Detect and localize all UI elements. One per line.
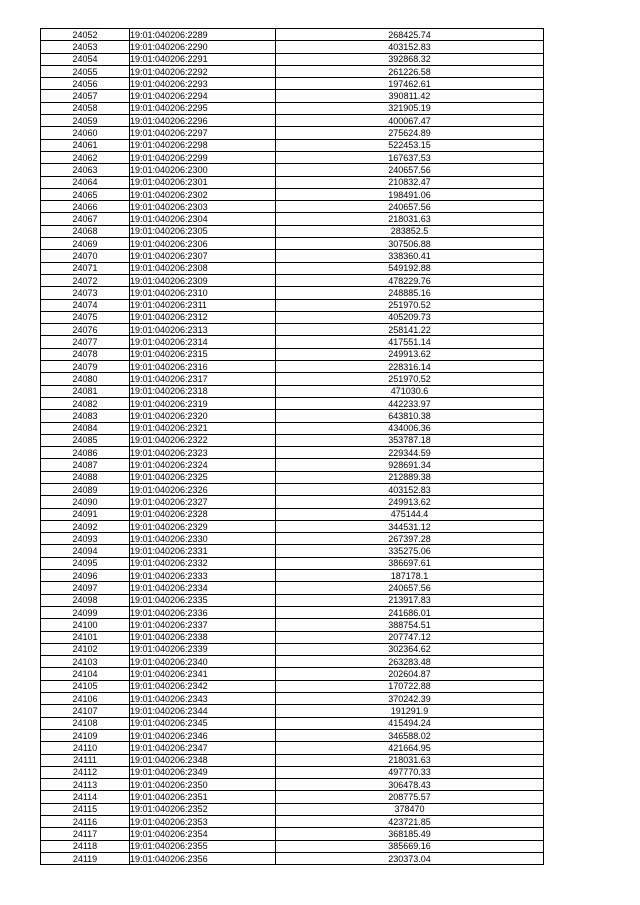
value-cell: 229344.59 [276,447,544,459]
table-row [41,164,544,176]
cadastral-number-cell: 19:01:040206:2312 [130,311,276,323]
value-cell: 405209.73 [276,311,544,323]
cadastral-number-cell: 19:01:040206:2306 [130,238,276,250]
row-number-cell: 24111 [41,754,130,766]
cadastral-number-cell: 19:01:040206:2313 [130,324,276,336]
cadastral-number-cell: 19:01:040206:2290 [130,41,276,53]
value-cell: 251970.52 [276,373,544,385]
value-cell: 522453.15 [276,139,544,151]
value-cell: 167637.53 [276,151,544,163]
row-number-cell: 24118 [41,840,130,852]
value-cell: 400067.47 [276,115,544,127]
table-row [41,53,544,65]
value-cell: 403152.83 [276,41,544,53]
cadastral-number-cell: 19:01:040206:2296 [130,115,276,127]
value-cell: 434006.36 [276,422,544,434]
row-number-cell: 24066 [41,201,130,213]
value-cell: 421664.95 [276,742,544,754]
cadastral-number-cell: 19:01:040206:2327 [130,496,276,508]
row-number-cell: 24112 [41,766,130,778]
value-cell: 208775.57 [276,791,544,803]
table-row [41,668,544,680]
table-row [41,422,544,434]
cadastral-number-cell: 19:01:040206:2326 [130,483,276,495]
cadastral-number-cell: 19:01:040206:2325 [130,471,276,483]
table-row [41,250,544,262]
row-number-cell: 24061 [41,139,130,151]
row-number-cell: 24094 [41,545,130,557]
value-cell: 928691.34 [276,459,544,471]
value-cell: 370242.39 [276,693,544,705]
cadastral-number-cell: 19:01:040206:2303 [130,201,276,213]
cadastral-number-cell: 19:01:040206:2330 [130,533,276,545]
value-cell: 386697.61 [276,557,544,569]
cadastral-number-cell: 19:01:040206:2334 [130,582,276,594]
value-cell: 218031.63 [276,754,544,766]
row-number-cell: 24087 [41,459,130,471]
table-row [41,619,544,631]
table-row [41,90,544,102]
table-row [41,483,544,495]
cadastral-number-cell: 19:01:040206:2321 [130,422,276,434]
value-cell: 423721.85 [276,816,544,828]
row-number-cell: 24114 [41,791,130,803]
row-number-cell: 24064 [41,176,130,188]
cadastral-number-cell: 19:01:040206:2293 [130,78,276,90]
value-cell: 415494.24 [276,717,544,729]
value-cell: 338360.41 [276,250,544,262]
value-cell: 353787.18 [276,434,544,446]
table-row [41,816,544,828]
cadastral-number-cell: 19:01:040206:2349 [130,766,276,778]
row-number-cell: 24103 [41,656,130,668]
table-row [41,262,544,274]
row-number-cell: 24052 [41,29,130,41]
row-number-cell: 24082 [41,397,130,409]
table-row [41,176,544,188]
cadastral-number-cell: 19:01:040206:2333 [130,570,276,582]
row-number-cell: 24060 [41,127,130,139]
table-row [41,791,544,803]
table-row [41,693,544,705]
row-number-cell: 24107 [41,705,130,717]
table-row [41,754,544,766]
value-cell: 497770.33 [276,766,544,778]
row-number-cell: 24054 [41,53,130,65]
row-number-cell: 24057 [41,90,130,102]
value-cell: 378470 [276,803,544,815]
cadastral-number-cell: 19:01:040206:2322 [130,434,276,446]
value-cell: 306478.43 [276,779,544,791]
cadastral-value-table [40,28,544,865]
table-row [41,410,544,422]
row-number-cell: 24108 [41,717,130,729]
table-row [41,65,544,77]
row-number-cell: 24080 [41,373,130,385]
value-cell: 187178.1 [276,570,544,582]
table-row [41,729,544,741]
row-number-cell: 24095 [41,557,130,569]
row-number-cell: 24093 [41,533,130,545]
value-cell: 240657.56 [276,164,544,176]
row-number-cell: 24104 [41,668,130,680]
table-row [41,385,544,397]
value-cell: 197462.61 [276,78,544,90]
cadastral-number-cell: 19:01:040206:2338 [130,631,276,643]
row-number-cell: 24116 [41,816,130,828]
cadastral-number-cell: 19:01:040206:2355 [130,840,276,852]
table-row [41,459,544,471]
table-row [41,102,544,114]
value-cell: 248885.16 [276,287,544,299]
cadastral-number-cell: 19:01:040206:2354 [130,828,276,840]
table-row [41,434,544,446]
row-number-cell: 24083 [41,410,130,422]
row-number-cell: 24072 [41,274,130,286]
row-number-cell: 24071 [41,262,130,274]
cadastral-number-cell: 19:01:040206:2356 [130,852,276,864]
row-number-cell: 24086 [41,447,130,459]
table-row [41,705,544,717]
table-row [41,139,544,151]
value-cell: 213917.83 [276,594,544,606]
row-number-cell: 24099 [41,606,130,618]
value-cell: 202604.87 [276,668,544,680]
table-row [41,545,544,557]
table-row [41,656,544,668]
table-row [41,840,544,852]
row-number-cell: 24117 [41,828,130,840]
table-row [41,631,544,643]
table-row [41,447,544,459]
value-cell: 191291.9 [276,705,544,717]
cadastral-number-cell: 19:01:040206:2345 [130,717,276,729]
value-cell: 388754.51 [276,619,544,631]
cadastral-number-cell: 19:01:040206:2317 [130,373,276,385]
cadastral-number-cell: 19:01:040206:2319 [130,397,276,409]
row-number-cell: 24101 [41,631,130,643]
value-cell: 302364.62 [276,643,544,655]
cadastral-number-cell: 19:01:040206:2331 [130,545,276,557]
table-row [41,508,544,520]
value-cell: 283852.5 [276,225,544,237]
row-number-cell: 24119 [41,852,130,864]
cadastral-number-cell: 19:01:040206:2339 [130,643,276,655]
table-body [41,29,544,865]
table-row [41,373,544,385]
table-row [41,496,544,508]
cadastral-number-cell: 19:01:040206:2304 [130,213,276,225]
table-row [41,29,544,41]
value-cell: 471030.6 [276,385,544,397]
value-cell: 307506.88 [276,238,544,250]
table-row [41,766,544,778]
table-row [41,570,544,582]
value-cell: 643810.38 [276,410,544,422]
cadastral-number-cell: 19:01:040206:2347 [130,742,276,754]
table-row [41,557,544,569]
value-cell: 478229.76 [276,274,544,286]
value-cell: 240657.56 [276,582,544,594]
table-row [41,213,544,225]
cadastral-number-cell: 19:01:040206:2294 [130,90,276,102]
table-row [41,606,544,618]
table-row [41,311,544,323]
row-number-cell: 24109 [41,729,130,741]
cadastral-number-cell: 19:01:040206:2342 [130,680,276,692]
row-number-cell: 24065 [41,188,130,200]
table-row [41,238,544,250]
cadastral-number-cell: 19:01:040206:2341 [130,668,276,680]
table-row [41,717,544,729]
cadastral-number-cell: 19:01:040206:2351 [130,791,276,803]
row-number-cell: 24077 [41,336,130,348]
row-number-cell: 24106 [41,693,130,705]
value-cell: 198491.06 [276,188,544,200]
cadastral-number-cell: 19:01:040206:2301 [130,176,276,188]
table-row [41,78,544,90]
cadastral-number-cell: 19:01:040206:2314 [130,336,276,348]
cadastral-number-cell: 19:01:040206:2318 [130,385,276,397]
row-number-cell: 24058 [41,102,130,114]
row-number-cell: 24100 [41,619,130,631]
table-row [41,828,544,840]
value-cell: 321905.19 [276,102,544,114]
value-cell: 230373.04 [276,852,544,864]
row-number-cell: 24063 [41,164,130,176]
row-number-cell: 24059 [41,115,130,127]
table-row [41,582,544,594]
row-number-cell: 24085 [41,434,130,446]
cadastral-number-cell: 19:01:040206:2348 [130,754,276,766]
table-row [41,324,544,336]
row-number-cell: 24090 [41,496,130,508]
value-cell: 385669.16 [276,840,544,852]
cadastral-number-cell: 19:01:040206:2310 [130,287,276,299]
value-cell: 442233.97 [276,397,544,409]
table-row [41,520,544,532]
cadastral-number-cell: 19:01:040206:2308 [130,262,276,274]
cadastral-number-cell: 19:01:040206:2311 [130,299,276,311]
value-cell: 346588.02 [276,729,544,741]
cadastral-number-cell: 19:01:040206:2328 [130,508,276,520]
row-number-cell: 24105 [41,680,130,692]
table-row [41,201,544,213]
value-cell: 267397.28 [276,533,544,545]
value-cell: 335275.06 [276,545,544,557]
row-number-cell: 24079 [41,361,130,373]
cadastral-number-cell: 19:01:040206:2297 [130,127,276,139]
value-cell: 240657.56 [276,201,544,213]
value-cell: 261226.58 [276,65,544,77]
row-number-cell: 24092 [41,520,130,532]
value-cell: 263283.48 [276,656,544,668]
row-number-cell: 24062 [41,151,130,163]
table-row [41,188,544,200]
cadastral-number-cell: 19:01:040206:2340 [130,656,276,668]
row-number-cell: 24068 [41,225,130,237]
table-row [41,779,544,791]
table-row [41,336,544,348]
table-row [41,594,544,606]
table-row [41,643,544,655]
row-number-cell: 24102 [41,643,130,655]
value-cell: 392868.32 [276,53,544,65]
table-row [41,348,544,360]
cadastral-number-cell: 19:01:040206:2289 [130,29,276,41]
cadastral-number-cell: 19:01:040206:2316 [130,361,276,373]
cadastral-number-cell: 19:01:040206:2350 [130,779,276,791]
row-number-cell: 24076 [41,324,130,336]
cadastral-number-cell: 19:01:040206:2346 [130,729,276,741]
cadastral-number-cell: 19:01:040206:2305 [130,225,276,237]
value-cell: 368185.49 [276,828,544,840]
value-cell: 249913.62 [276,348,544,360]
table-row [41,533,544,545]
table-row [41,471,544,483]
table-row [41,287,544,299]
value-cell: 218031.63 [276,213,544,225]
value-cell: 228316.14 [276,361,544,373]
cadastral-number-cell: 19:01:040206:2352 [130,803,276,815]
value-cell: 210832.47 [276,176,544,188]
table-row [41,680,544,692]
cadastral-number-cell: 19:01:040206:2324 [130,459,276,471]
row-number-cell: 24098 [41,594,130,606]
value-cell: 241686.01 [276,606,544,618]
cadastral-number-cell: 19:01:040206:2332 [130,557,276,569]
table-row [41,225,544,237]
table-row [41,803,544,815]
row-number-cell: 24088 [41,471,130,483]
value-cell: 207747.12 [276,631,544,643]
table-row [41,274,544,286]
row-number-cell: 24070 [41,250,130,262]
row-number-cell: 24055 [41,65,130,77]
value-cell: 249913.62 [276,496,544,508]
row-number-cell: 24081 [41,385,130,397]
row-number-cell: 24096 [41,570,130,582]
value-cell: 417551.14 [276,336,544,348]
value-cell: 390811.42 [276,90,544,102]
table-row [41,41,544,53]
row-number-cell: 24078 [41,348,130,360]
cadastral-number-cell: 19:01:040206:2323 [130,447,276,459]
cadastral-number-cell: 19:01:040206:2309 [130,274,276,286]
value-cell: 258141.22 [276,324,544,336]
cadastral-number-cell: 19:01:040206:2335 [130,594,276,606]
value-cell: 475144.4 [276,508,544,520]
row-number-cell: 24074 [41,299,130,311]
cadastral-number-cell: 19:01:040206:2300 [130,164,276,176]
cadastral-number-cell: 19:01:040206:2315 [130,348,276,360]
cadastral-number-cell: 19:01:040206:2320 [130,410,276,422]
row-number-cell: 24115 [41,803,130,815]
row-number-cell: 24113 [41,779,130,791]
row-number-cell: 24073 [41,287,130,299]
cadastral-number-cell: 19:01:040206:2295 [130,102,276,114]
cadastral-number-cell: 19:01:040206:2329 [130,520,276,532]
cadastral-number-cell: 19:01:040206:2344 [130,705,276,717]
value-cell: 212889.38 [276,471,544,483]
row-number-cell: 24084 [41,422,130,434]
cadastral-number-cell: 19:01:040206:2343 [130,693,276,705]
table-row [41,361,544,373]
table-row [41,852,544,864]
table-row [41,397,544,409]
value-cell: 275624.89 [276,127,544,139]
table-row [41,127,544,139]
row-number-cell: 24110 [41,742,130,754]
cadastral-number-cell: 19:01:040206:2298 [130,139,276,151]
cadastral-number-cell: 19:01:040206:2336 [130,606,276,618]
cadastral-number-cell: 19:01:040206:2353 [130,816,276,828]
row-number-cell: 24091 [41,508,130,520]
row-number-cell: 24097 [41,582,130,594]
value-cell: 344531.12 [276,520,544,532]
row-number-cell: 24053 [41,41,130,53]
table-row [41,299,544,311]
row-number-cell: 24075 [41,311,130,323]
value-cell: 251970.52 [276,299,544,311]
value-cell: 268425.74 [276,29,544,41]
cadastral-number-cell: 19:01:040206:2337 [130,619,276,631]
table-row [41,742,544,754]
value-cell: 403152.83 [276,483,544,495]
cadastral-number-cell: 19:01:040206:2291 [130,53,276,65]
row-number-cell: 24089 [41,483,130,495]
row-number-cell: 24056 [41,78,130,90]
value-cell: 549192.88 [276,262,544,274]
cadastral-number-cell: 19:01:040206:2292 [130,65,276,77]
cadastral-number-cell: 19:01:040206:2302 [130,188,276,200]
cadastral-number-cell: 19:01:040206:2307 [130,250,276,262]
row-number-cell: 24067 [41,213,130,225]
row-number-cell: 24069 [41,238,130,250]
table-row [41,115,544,127]
table-row [41,151,544,163]
cadastral-number-cell: 19:01:040206:2299 [130,151,276,163]
value-cell: 170722.88 [276,680,544,692]
